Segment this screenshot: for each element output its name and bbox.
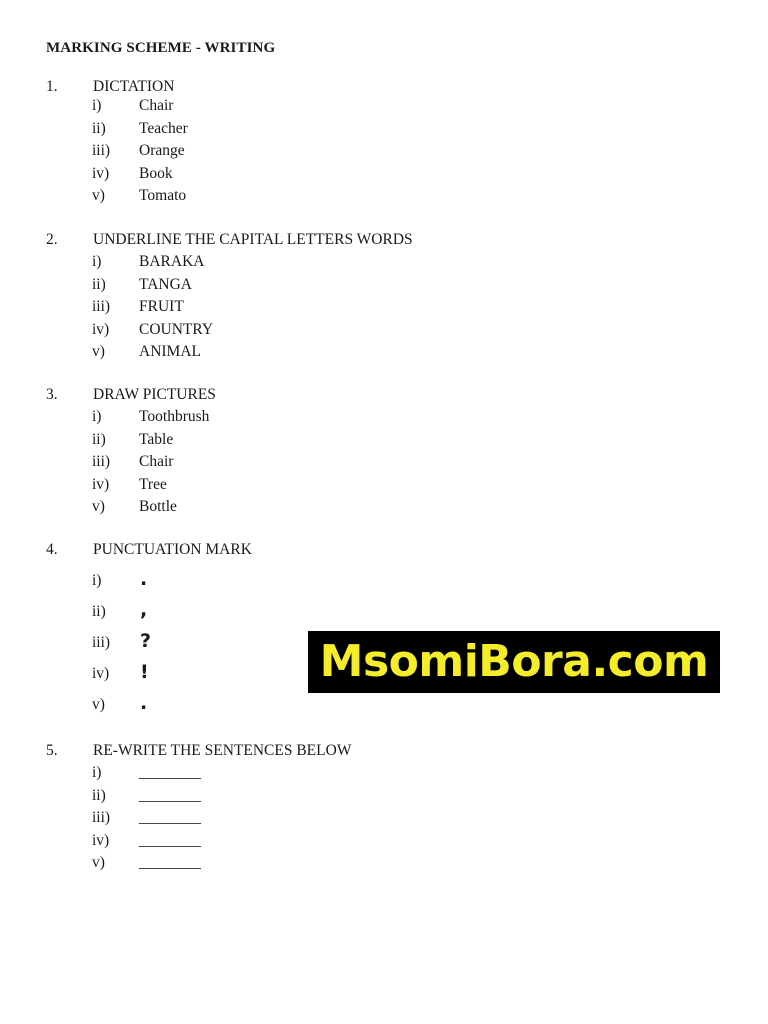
section-title: DICTATION — [93, 78, 175, 95]
item-answer: Chair — [139, 453, 174, 470]
item-answer: BARAKA — [139, 253, 205, 270]
punctuation-mark: . — [140, 692, 148, 714]
page-title: MARKING SCHEME - WRITING — [46, 40, 276, 56]
answer-blank: ________ — [139, 809, 201, 826]
item-numeral: ii) — [92, 603, 106, 620]
watermark-logo — [308, 631, 720, 693]
item-numeral: iv) — [92, 665, 110, 682]
item-answer: Teacher — [139, 119, 188, 137]
item-numeral: i) — [92, 764, 102, 781]
section-number: 3. — [46, 386, 58, 403]
item-answer: FRUIT — [139, 298, 184, 315]
item-numeral: iv) — [92, 164, 110, 182]
item-numeral: iii) — [92, 634, 111, 651]
item-answer: ANIMAL — [139, 343, 201, 360]
item-numeral: iii) — [92, 298, 111, 315]
item-answer: Book — [139, 164, 173, 182]
item-numeral: iv) — [92, 320, 110, 338]
section-number: 5. — [46, 742, 58, 759]
punctuation-mark: ? — [140, 630, 152, 652]
item-numeral: ii) — [92, 786, 106, 804]
answer-blank: ________ — [139, 854, 201, 871]
item-numeral: iii) — [92, 809, 111, 826]
punctuation-mark: , — [140, 599, 148, 621]
item-numeral: ii) — [92, 275, 106, 293]
item-numeral: iv) — [92, 831, 110, 849]
punctuation-mark: ! — [140, 661, 149, 683]
item-numeral: i) — [92, 97, 102, 114]
item-numeral: v) — [92, 187, 105, 204]
item-answer: Tomato — [139, 187, 187, 204]
item-answer: Tree — [139, 475, 167, 493]
section-title: RE-WRITE THE SENTENCES BELOW — [93, 742, 352, 759]
item-numeral: i) — [92, 572, 102, 589]
item-numeral: i) — [92, 408, 102, 425]
section-title: PUNCTUATION MARK — [93, 541, 252, 558]
item-numeral: i) — [92, 253, 102, 270]
answer-blank: ________ — [139, 764, 201, 781]
watermark-text: MsomiBora.com — [319, 636, 709, 687]
punctuation-mark: . — [140, 568, 148, 590]
answer-blank: ________ — [139, 831, 201, 849]
item-answer: Toothbrush — [139, 408, 210, 425]
item-answer: COUNTRY — [139, 320, 214, 338]
item-answer: Chair — [139, 97, 174, 114]
item-answer: Bottle — [139, 498, 177, 515]
item-numeral: v) — [92, 696, 105, 713]
item-answer: Table — [139, 430, 174, 448]
section-number: 1. — [46, 78, 58, 95]
item-numeral: iv) — [92, 475, 110, 493]
section-title: DRAW PICTURES — [93, 386, 216, 403]
section-number: 4. — [46, 541, 58, 558]
item-numeral: ii) — [92, 430, 106, 448]
section-number: 2. — [46, 231, 58, 248]
answer-blank: ________ — [139, 786, 201, 804]
item-answer: Orange — [139, 142, 185, 159]
item-numeral: ii) — [92, 119, 106, 137]
section-title: UNDERLINE THE CAPITAL LETTERS WORDS — [93, 231, 413, 248]
item-numeral: iii) — [92, 142, 111, 159]
item-numeral: v) — [92, 343, 105, 360]
item-numeral: v) — [92, 854, 105, 871]
item-numeral: iii) — [92, 453, 111, 470]
item-numeral: v) — [92, 498, 105, 515]
item-answer: TANGA — [139, 275, 193, 293]
